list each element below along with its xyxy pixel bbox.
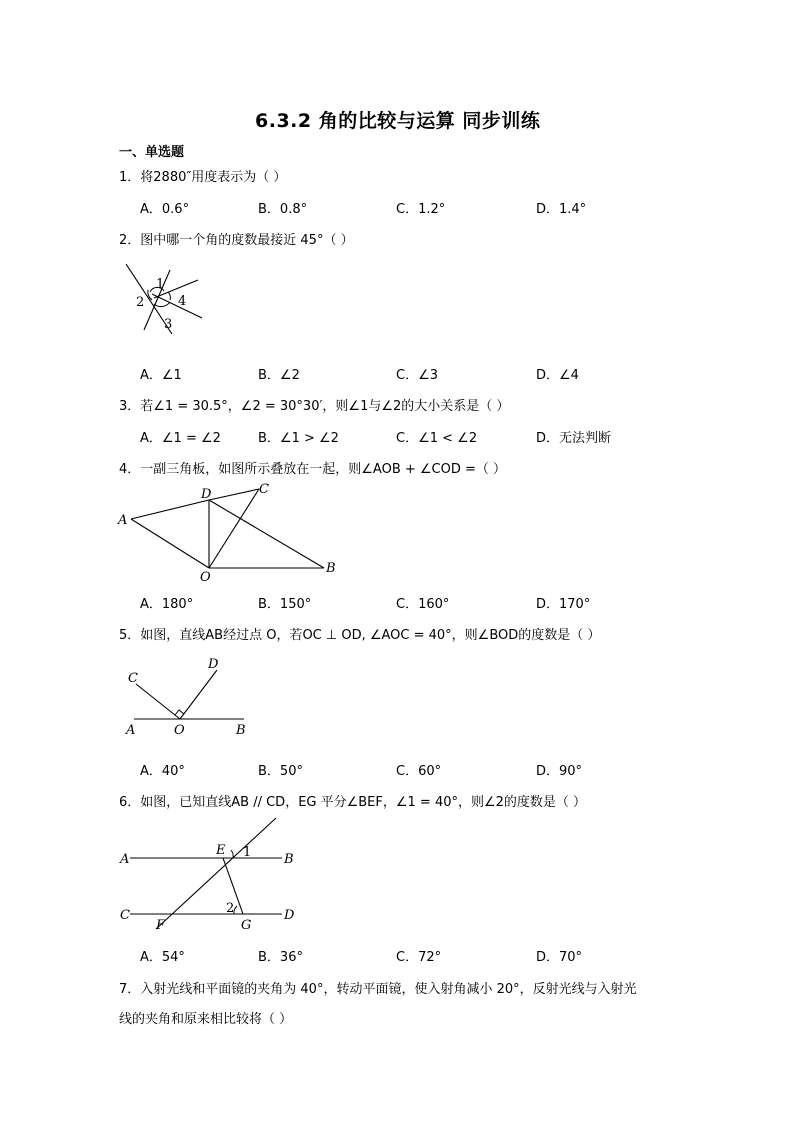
q4-option-b[interactable]: B．150° [258, 597, 312, 612]
q2-option-b[interactable]: B．∠2 [258, 368, 300, 383]
q3-option-a[interactable]: A．∠1 = ∠2 [140, 431, 221, 446]
q5-label-d: D [208, 657, 219, 672]
q5-right-angle-mark [175, 710, 184, 715]
q6-label-c: C [120, 908, 130, 923]
q1-option-d[interactable]: D．1.4° [536, 202, 587, 217]
q2-option-d[interactable]: D．∠4 [536, 368, 579, 383]
q5-label-c: C [128, 671, 138, 686]
question-4-stem: 4．一副三角板，如图所示叠放在一起，则∠AOB + ∠COD =（ ） [119, 462, 507, 477]
q2-label-2: 2 [136, 295, 145, 310]
q2-label-3: 3 [164, 317, 173, 332]
q4-label-o: O [200, 570, 211, 584]
q5-figure [120, 654, 254, 738]
q6-transversal-ef [156, 818, 276, 929]
q6-label-1: 1 [243, 845, 252, 860]
q5-option-b[interactable]: B．50° [258, 764, 303, 779]
q4-segment-dc [209, 489, 259, 500]
question-1-stem: 1．将2880″用度表示为（ ） [119, 170, 287, 185]
q3-option-d[interactable]: D．无法判断 [536, 431, 612, 446]
q1-option-c[interactable]: C．1.2° [396, 202, 446, 217]
q6-label-d: D [284, 908, 295, 923]
q1-option-b[interactable]: B．0.8° [258, 202, 308, 217]
q4-segment-oc [209, 489, 259, 568]
q6-label-2: 2 [226, 901, 235, 916]
question-5-stem: 5．如图，直线AB经过点 O，若OC ⊥ OD, ∠AOC = 40°，则∠BOD的度数是（ ） [119, 628, 601, 643]
q1-option-a[interactable]: A．0.6° [140, 202, 190, 217]
q5-label-a: A [126, 723, 136, 738]
q6-figure [116, 812, 302, 934]
q3-option-b[interactable]: B．∠1 > ∠2 [258, 431, 339, 446]
q6-label-a: A [120, 852, 130, 867]
q4-segment-db [209, 500, 324, 568]
q4-segment-ao [131, 519, 209, 568]
q4-label-d: D [201, 487, 212, 502]
question-6-stem: 6．如图，已知直线AB // CD，EG 平分∠BEF，∠1 = 40°，则∠2的度数是（ ） [119, 795, 587, 810]
q2-option-a[interactable]: A．∠1 [140, 368, 182, 383]
q2-label-1: 1 [156, 277, 165, 292]
q4-label-c: C [259, 482, 269, 497]
q3-option-c[interactable]: C．∠1 < ∠2 [396, 431, 478, 446]
q4-option-a[interactable]: A．180° [140, 597, 194, 612]
q5-option-d[interactable]: D．90° [536, 764, 583, 779]
q4-option-c[interactable]: C．160° [396, 597, 450, 612]
q5-label-b: B [236, 723, 246, 738]
q5-ray-od [180, 670, 217, 719]
page-title: 6.3.2 角的比较与运算 同步训练 [255, 110, 541, 132]
q5-option-c[interactable]: C．60° [396, 764, 442, 779]
q6-label-e: E [216, 843, 226, 858]
question-7-stem-line-1: 7．入射光线和平面镜的夹角为 40°，转动平面镜，使入射角减小 20°，反射光线与入射光 [119, 982, 637, 997]
question-2-stem: 2．图中哪一个角的度数最接近 45°（ ） [119, 233, 354, 248]
section-heading: 一、单选题 [119, 145, 185, 160]
q4-label-a: A [118, 513, 128, 528]
q6-arc-1 [231, 850, 233, 858]
q5-option-a[interactable]: A．40° [140, 764, 185, 779]
q4-figure [116, 478, 346, 584]
q2-arc-4 [168, 292, 170, 300]
q2-label-4: 4 [178, 294, 187, 309]
q4-label-b: B [326, 561, 336, 576]
q2-figure [118, 258, 210, 334]
question-3-stem: 3．若∠1 = 30.5°，∠2 = 30°30′，则∠1与∠2的大小关系是（ ） [119, 399, 510, 414]
q5-ray-oc [136, 684, 180, 719]
q4-segment-ad [131, 500, 209, 519]
q2-option-c[interactable]: C．∠3 [396, 368, 439, 383]
q6-option-d[interactable]: D．70° [536, 950, 583, 965]
q6-option-b[interactable]: B．36° [258, 950, 303, 965]
q6-label-f: F [156, 918, 166, 933]
q6-option-c[interactable]: C．72° [396, 950, 442, 965]
q6-label-g: G [241, 918, 252, 933]
q6-label-b: B [284, 852, 294, 867]
question-7-stem-line-2: 线的夹角和原来相比较将（ ） [119, 1012, 293, 1027]
q6-option-a[interactable]: A．54° [140, 950, 185, 965]
q4-option-d[interactable]: D．170° [536, 597, 591, 612]
q6-arc-2 [234, 906, 237, 914]
q5-label-o: O [174, 723, 185, 738]
